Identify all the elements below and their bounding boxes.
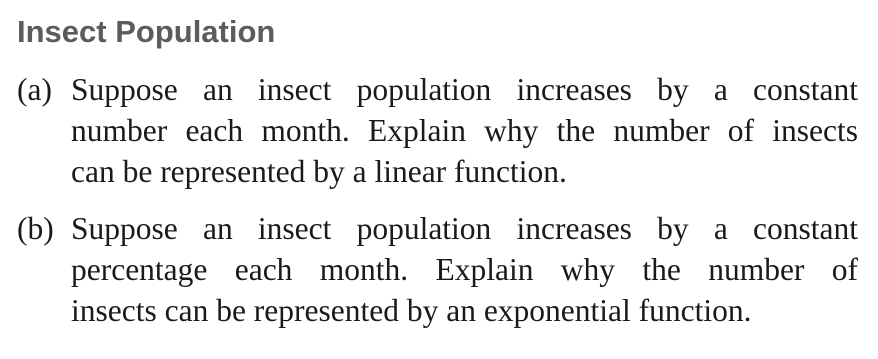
- part-b-text: [71, 208, 858, 331]
- part-b-line-1: Suppose an insect population increases by a constant: [71, 211, 858, 246]
- exercise-part-a: [17, 69, 858, 192]
- part-a-line-2: number each month. Explain why the number of insects: [71, 113, 858, 148]
- part-a-line-1: Suppose an insect population increases by a constant: [71, 72, 858, 107]
- part-b-label: (b): [17, 211, 54, 246]
- part-b-line-2: percentage each month. Explain why the number of: [71, 252, 858, 287]
- section-title: Insect Population: [17, 14, 276, 49]
- part-a-line-3: can be represented by a linear function.: [71, 154, 567, 189]
- exercise-part-b: [17, 208, 858, 331]
- part-a-text: [71, 69, 858, 192]
- part-b-line-3: insects can be represented by an exponential function.: [71, 293, 752, 328]
- part-a-label: (a): [17, 72, 52, 107]
